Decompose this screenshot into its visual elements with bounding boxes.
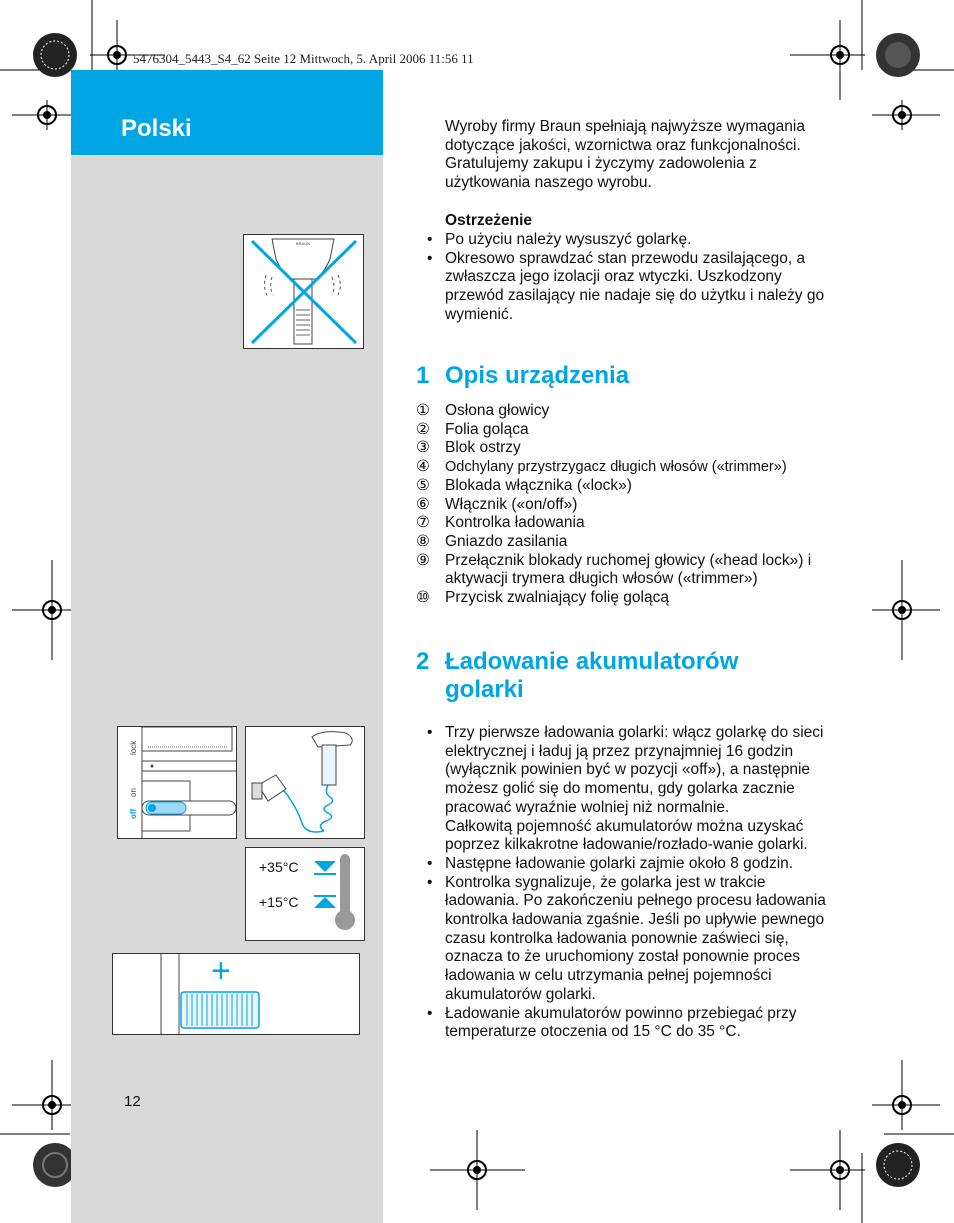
warning-list (445, 231, 840, 325)
warning-heading: Ostrzeżenie (445, 212, 533, 229)
part-text: Przycisk zwalniający folię golącą (445, 589, 669, 607)
part-text: Osłona głowicy (445, 402, 550, 419)
part-text: Folia goląca (445, 420, 529, 438)
list-item (416, 439, 836, 458)
plus-icon: + (211, 954, 231, 990)
part-text: Gniazdo zasilania (445, 532, 568, 550)
section2-title: Ładowanie akumulatorów golarki (445, 648, 739, 703)
charging-item: • Następne ładowanie golarki zajmie około 8 godzin. (445, 855, 840, 874)
warning-item: • Okresowo sprawdzać stan przewodu zasilającego, a zwłaszcza jego izolacji oraz wtyczki. Uszkodzony przewód zasilający nie nadaje się do użytku i należy go wymienić. (445, 250, 840, 325)
part-text: Przełącznik blokady ruchomej głowicy («head lock») i aktywacji trymera długich włosów («trimmer») (445, 551, 812, 588)
section1-title: Opis urządzenia (445, 362, 630, 389)
part-number: ⑤ (416, 476, 430, 494)
figure-switch (117, 726, 237, 839)
part-number: ⑥ (416, 495, 430, 513)
list-item (416, 514, 836, 533)
list-item (416, 402, 836, 421)
language-band (71, 70, 383, 155)
section2-number: 2 (416, 648, 430, 675)
thermometer-icon (246, 848, 364, 940)
figure-no-water (243, 234, 364, 349)
switch-label-off: off (129, 808, 138, 819)
part-text: Blok ostrzy (445, 439, 521, 457)
part-number: ⑧ (416, 532, 430, 550)
section1-number: 1 (416, 362, 430, 389)
part-number: ③ (416, 439, 430, 457)
figure-plug (245, 726, 365, 839)
list-item (416, 552, 836, 589)
list-item (416, 477, 836, 496)
page-number: 12 (124, 1093, 141, 1110)
part-text: Blokada włącznika («lock») (445, 476, 632, 494)
part-number: ⑨ (416, 551, 430, 569)
part-number: ① (416, 402, 430, 419)
switch-illustration (118, 727, 236, 838)
figure-temperature (245, 847, 365, 941)
temp-low-label: +15°C (259, 894, 299, 910)
language-title: Polski (121, 115, 192, 142)
part-text: Kontrolka ładowania (445, 514, 585, 532)
intro-paragraph: Wyroby firmy Braun spełniają najwyższe wymagania dotyczące jakości, wzornictwa oraz funkcjonalności. Gratulujemy zakupu i życzymy zadowolenia z użytkowania naszego wyrobu. (445, 118, 805, 192)
list-item (416, 458, 836, 477)
temp-high-label: +35°C (259, 859, 299, 875)
list-item (416, 421, 836, 440)
part-number: ② (416, 420, 430, 438)
figure-battery (112, 953, 360, 1035)
part-number: ④ (416, 458, 430, 476)
charging-item: • Kontrolka sygnalizuje, że golarka jest w trakcie ładowania. Po zakończeniu pełnego procesu ładowania kontrolka ładowania zgaśnie. Jeśli po upływie pewnego czasu kontrolka ładowania ponownie zaświeci się, oznacza to że uruchomiony został ponownie proces ładowania w celu utrzymania pełnej pojemności akumulatorów golarki. (445, 874, 840, 1005)
list-item (416, 589, 836, 608)
switch-label-on: on (129, 788, 138, 797)
battery-charging-illustration (113, 954, 359, 1034)
part-text: Odchylany przystrzygacz długich włosów («trimmer») (445, 459, 787, 476)
plug-cord-illustration (246, 727, 364, 838)
parts-list (416, 402, 836, 608)
part-number: ⑦ (416, 514, 430, 532)
list-item (416, 533, 836, 552)
charging-item: • Ładowanie akumulatorów powinno przebiegać przy temperaturze otoczenia od 15 °C do 35 °C. (445, 1005, 840, 1042)
charging-list (445, 724, 840, 1042)
part-text: Włącznik («on/off») (445, 495, 578, 513)
charging-item: • Trzy pierwsze ładowania golarki: włącz golarkę do sieci elektrycznej i ładuj ją przez przynajmniej 16 godzin (wyłącznik powinien być w pozycji «off»), a następnie możesz golić się do momentu, gdy golarka zacznie pracować wyraźnie wolniej niż normalnie. Całkowitą pojemność akumulatorów można uzyskać poprzez kilkakrotne ładowanie/rozłado-wanie golarki. (445, 724, 840, 855)
list-item (416, 496, 836, 515)
part-number: ⑩ (416, 589, 430, 607)
shaver-water-crossed-illustration (244, 235, 363, 348)
warning-item: • Po użyciu należy wysuszyć golarkę. (445, 231, 840, 250)
switch-label-lock: lock (129, 740, 138, 755)
brand-logo: BRAUN (296, 241, 311, 246)
print-header: 5476304_5443_S4_62 Seite 12 Mittwoch, 5. April 2006 11:56 11 (133, 51, 474, 66)
